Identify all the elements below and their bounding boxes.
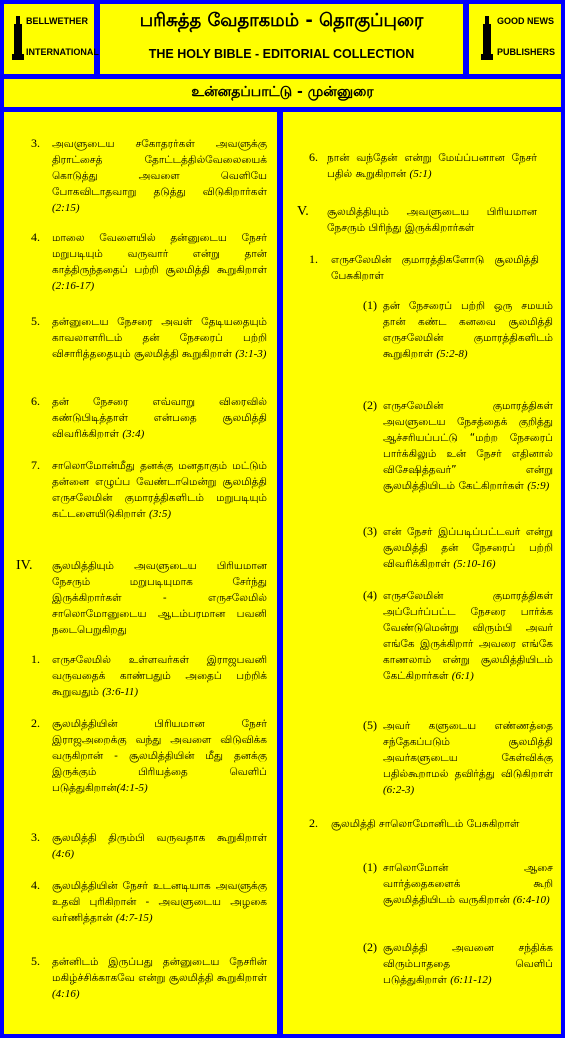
item-number: 5. [31, 314, 40, 328]
good-news-logo [469, 4, 561, 74]
item-number: (4) [363, 588, 377, 602]
outline-item [52, 830, 267, 862]
item-number: V. [297, 204, 309, 219]
outline-item [52, 558, 267, 638]
item-text: நான் வந்தேன் என்று மேய்ப்பனான நேசர் பதில் கூறுகிறான் [327, 152, 537, 180]
item-text: சூலமித்தி சாலொமோனிடம் பேசுகிறாள் [331, 818, 520, 830]
item-text: தன்னிடம் இருப்பது தன்னுடைய நேசரின் மகிழ்ச்சிக்காகவே என்று சூலமித்தி கூறுகிறாள் [52, 956, 267, 984]
item-number: 6. [309, 150, 318, 164]
item-text: சாலொமோன் ஆசை வார்த்தைகளைக் கூறி சூலமித்தியிடம் வருகிறான் [383, 862, 553, 906]
outline-item [52, 716, 267, 796]
item-number: 2. [309, 816, 318, 830]
item-number: IV. [16, 558, 33, 573]
logo-left-line-2: INTERNATIONAL [26, 47, 99, 57]
item-number: 3. [31, 136, 40, 150]
verse-reference: (5:2-8) [436, 348, 468, 360]
logo-right-line-1: GOOD NEWS [497, 16, 555, 26]
outline-item [52, 136, 267, 216]
item-text: சூலமித்தியும் அவளுடைய பிரியமான நேசரும் மறுபடியுமாக சேர்ந்து இருக்கிறார்கள் - எருசலேமில் சாலொமோனுடைய ஆடம்பரமான பவனி நடைபெறுகிறது [52, 560, 267, 636]
item-text: என் நேசர் இப்படிப்பட்டவர் என்று சூலமித்தி தன் நேசரைப் பற்றி விவரிக்கிறாள் [383, 526, 553, 570]
outline-item [52, 314, 267, 362]
item-number: 1. [309, 252, 318, 266]
verse-reference: (2:15) [52, 202, 80, 214]
subtitle-panel [4, 79, 561, 107]
outline-item [52, 652, 267, 700]
outline-item [331, 816, 539, 832]
item-text: சூலமித்தி திரும்பி வருவதாக கூறுகிறாள் [52, 832, 267, 844]
verse-reference: (6:1) [451, 670, 474, 682]
outline-item [52, 230, 267, 294]
outline-item [52, 878, 267, 926]
outline-item [327, 150, 537, 182]
logo-right-line-2: PUBLISHERS [497, 47, 556, 57]
verse-reference: (4:1-5) [116, 782, 148, 794]
item-text: எருசலேமின் குமாரத்திகள் அவளுடைய நேசத்தைக் குறித்து ஆச்சரியப்பட்டு “மற்ற நேசரைப் பார்க்கிலும் உன் நேசர் எதினால் விசேஷித்தவர்” என்று சூலமித்தியிடம் கேட்கிறார்கள் [383, 400, 553, 492]
verse-reference: (6:4-10) [513, 894, 550, 906]
lamp-icon [481, 14, 493, 64]
item-number: 2. [31, 716, 40, 730]
item-text: சூலமித்தியின் நேசர் உடனடியாக அவளுக்கு உதவி புரிகிறான் - அவளுடைய அழகை வர்ணித்தான் [52, 880, 267, 924]
lamp-icon [12, 14, 24, 64]
verse-reference: (3:1-3) [235, 348, 267, 360]
verse-reference: (6:11-12) [450, 974, 492, 986]
item-number: 1. [31, 652, 40, 666]
item-number: 7. [31, 458, 40, 472]
section-subtitle: உன்னதப்பாட்டு - முன்னுரை [191, 84, 374, 100]
item-number: 3. [31, 830, 40, 844]
outline-item [383, 524, 553, 572]
right-column [283, 112, 561, 1034]
verse-reference: (5:10-16) [453, 558, 496, 570]
verse-reference: (2:16-17) [52, 280, 95, 292]
verse-reference: (3:6-11) [102, 686, 139, 698]
item-number: (1) [363, 860, 377, 874]
page-title-english: THE HOLY BIBLE - EDITORIAL COLLECTION [148, 47, 415, 61]
item-number: (2) [363, 398, 377, 412]
outline-item [383, 860, 553, 908]
outline-item [52, 458, 267, 522]
item-text: தன்னுடைய நேசரை அவள் தேடியதையும் காவலாளரிடம் தன் நேசரைப் பற்றி விசாரித்ததையும் சூலமித்தி கூறுகிறாள் [52, 316, 267, 360]
item-text: எருசலேமின் குமாரத்திகள் அப்பேர்ப்பட்ட நேசரை பார்க்க வேண்டுமென்று விரும்பி அவர் எங்கே இருக்கிறார் அவரை எங்கே காணலாம் என்று சூலமித்தியிடம் கேட்கிறார்கள் [383, 590, 553, 682]
verse-reference: (4:16) [52, 988, 80, 1000]
item-number: (5) [363, 718, 377, 732]
item-text: மாலை வேளையில் தன்னுடைய நேசர் மறுபடியும் வருவார் என்று தான் காத்திருந்ததைப் பற்றி சூலமித்தி கூறுகிறாள் [52, 232, 267, 276]
outline-item [383, 588, 553, 684]
outline-item [383, 718, 553, 798]
outline-item [327, 204, 537, 236]
verse-reference: (3:4) [122, 428, 145, 440]
bellwether-logo [4, 4, 99, 74]
verse-reference: (6:2-3) [383, 784, 415, 796]
item-text: சூலமித்தியும் அவளுடைய பிரியமான நேசரும் பிரிந்து இருக்கிறார்கள் [327, 206, 537, 234]
item-text: எருசலேமில் உள்ளவர்கள் இராஜபவனி வருவதைக் காண்பதும் அதைப் பற்றிக் கூறுவதும் [52, 654, 267, 698]
item-text: சூலமித்தி அவனை சந்திக்க விரும்பாததை வெளிப் படுத்துகிறாள் [383, 942, 553, 986]
verse-reference: (4:7-15) [115, 912, 153, 924]
item-text: தன் நேசரைப் பற்றி ஒரு சமயம் தான் கண்ட கனவை சூலமித்தி எருசலேமின் குமாரத்திகளிடம் கூறுகிறாள் [383, 300, 553, 360]
item-text: அவளுடைய சகோதரர்கள் அவளுக்கு திராட்சைத் தோட்டத்தில்வேலையைக் கொடுத்து அவளை வெளியே போகவிடாதவாறு தடுத்து விடுகிறார்கள் [52, 138, 267, 198]
page-title-tamil: பரிசுத்த வேதாகமம் - தொகுப்புரை [139, 10, 424, 31]
item-number: 4. [31, 230, 40, 244]
item-number: 4. [31, 878, 40, 892]
outline-item [331, 252, 539, 284]
verse-reference: (5:9) [527, 480, 550, 492]
title-panel [100, 4, 463, 74]
logo-left-line-1: BELLWETHER [26, 16, 88, 26]
item-text: எருசலேமின் குமாரத்திகளோடு சூலமித்தி பேசுகிறாள் [331, 254, 539, 282]
item-text: சூலமித்தியின் பிரியமான நேசர் இராஜஅறைக்கு வந்து அவளை விடுவிக்க வருகிறான் - சூலமித்தியின் மீது தனக்கு இருக்கும் பிரியத்தை வெளிப் படுத்துகிறான் [52, 718, 267, 794]
left-column [4, 112, 277, 1034]
item-text: சாலொமோன்மீது தனக்கு மனதாகும் மட்டும் தன்னை எழுப்ப வேண்டாமென்று சூலமித்தி எருசலேமின் குமாரத்திகளிடம் மறுபடியும் கட்டளையிடுகிறாள் [52, 460, 267, 520]
outline-item [383, 298, 553, 362]
verse-reference: (3:5) [149, 508, 172, 520]
item-number: (3) [363, 524, 377, 538]
outline-item [383, 398, 553, 494]
outline-item [52, 394, 267, 442]
item-number: 6. [31, 394, 40, 408]
outline-item [52, 954, 267, 1002]
outline-item [383, 940, 553, 988]
item-text: அவர் களுடைய எண்ணத்தை சந்தேகப்படும் சூலமித்தி அவர்களுடைய கேள்விக்கு பதில்கூறாமல் தவிர்த்து விடுகிறாள் [383, 720, 553, 780]
item-text: தன் நேசரை எவ்வாறு விரைவில் கண்டுபிடித்தாள் என்பதை சூலமித்தி விவரிக்கிறாள் [52, 396, 267, 440]
item-number: (1) [363, 298, 377, 312]
verse-reference: (5:1) [409, 168, 432, 180]
verse-reference: (4:6) [52, 848, 74, 860]
item-number: 5. [31, 954, 40, 968]
item-number: (2) [363, 940, 377, 954]
